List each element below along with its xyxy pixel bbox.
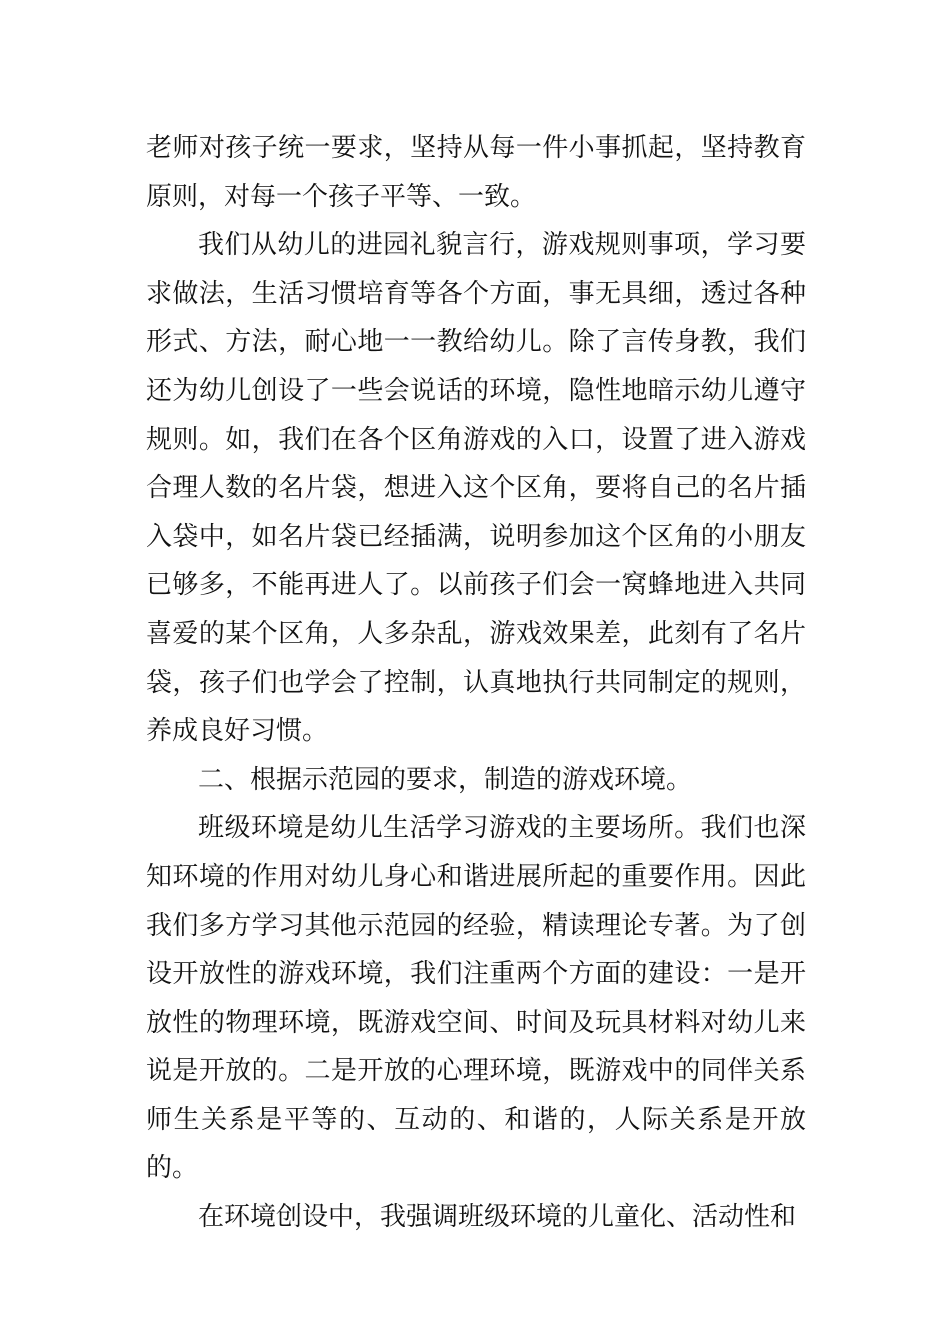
paragraph-class-environment: 班级环境是幼儿生活学习游戏的主要场所。我们也深知环境的作用对幼儿身心和谐进展所起的重要作用。因此我们多方学习其他示范园的经验，精读理论专著。为了创设开放性的游戏环境，我们注重两个方面的建设：一是开放性的物理环境，既游戏空间、时间及玩具材料对幼儿来说是开放的。二是开放的心理环境，既游戏中的同伴关系师生关系是平等的、互动的、和谐的，人际关系是开放的。 xyxy=(146,813,806,1184)
paragraph-continuation: 老师对孩子统一要求，坚持从每一件小事抓起，坚持教育原则，对每一个孩子平等、一致。 xyxy=(146,133,806,212)
paragraph-environment-creation: 在环境创设中，我强调班级环境的儿童化、活动性和 xyxy=(198,1202,797,1233)
section-heading-game-environment: 二、根据示范园的要求，制造的游戏环境。 xyxy=(198,764,693,795)
document-body xyxy=(146,124,806,1242)
paragraph-rules-education: 我们从幼儿的进园礼貌言行，游戏规则事项，学习要求做法，生活习惯培育等各个方面，事无具细，透过各种形式、方法，耐心地一一教给幼儿。除了言传身教，我们还为幼儿创设了一些会说话的环境，隐性地暗示幼儿遵守规则。如，我们在各个区角游戏的入口，设置了进入游戏合理人数的名片袋，想进入这个区角，要将自己的名片插入袋中，如名片袋已经插满，说明参加这个区角的小朋友已够多，不能再进人了。以前孩子们会一窝蜂地进入共同喜爱的某个区角，人多杂乱，游戏效果差，此刻有了名片袋，孩子们也学会了控制，认真地执行共同制定的规则，养成良好习惯。 xyxy=(146,230,806,747)
